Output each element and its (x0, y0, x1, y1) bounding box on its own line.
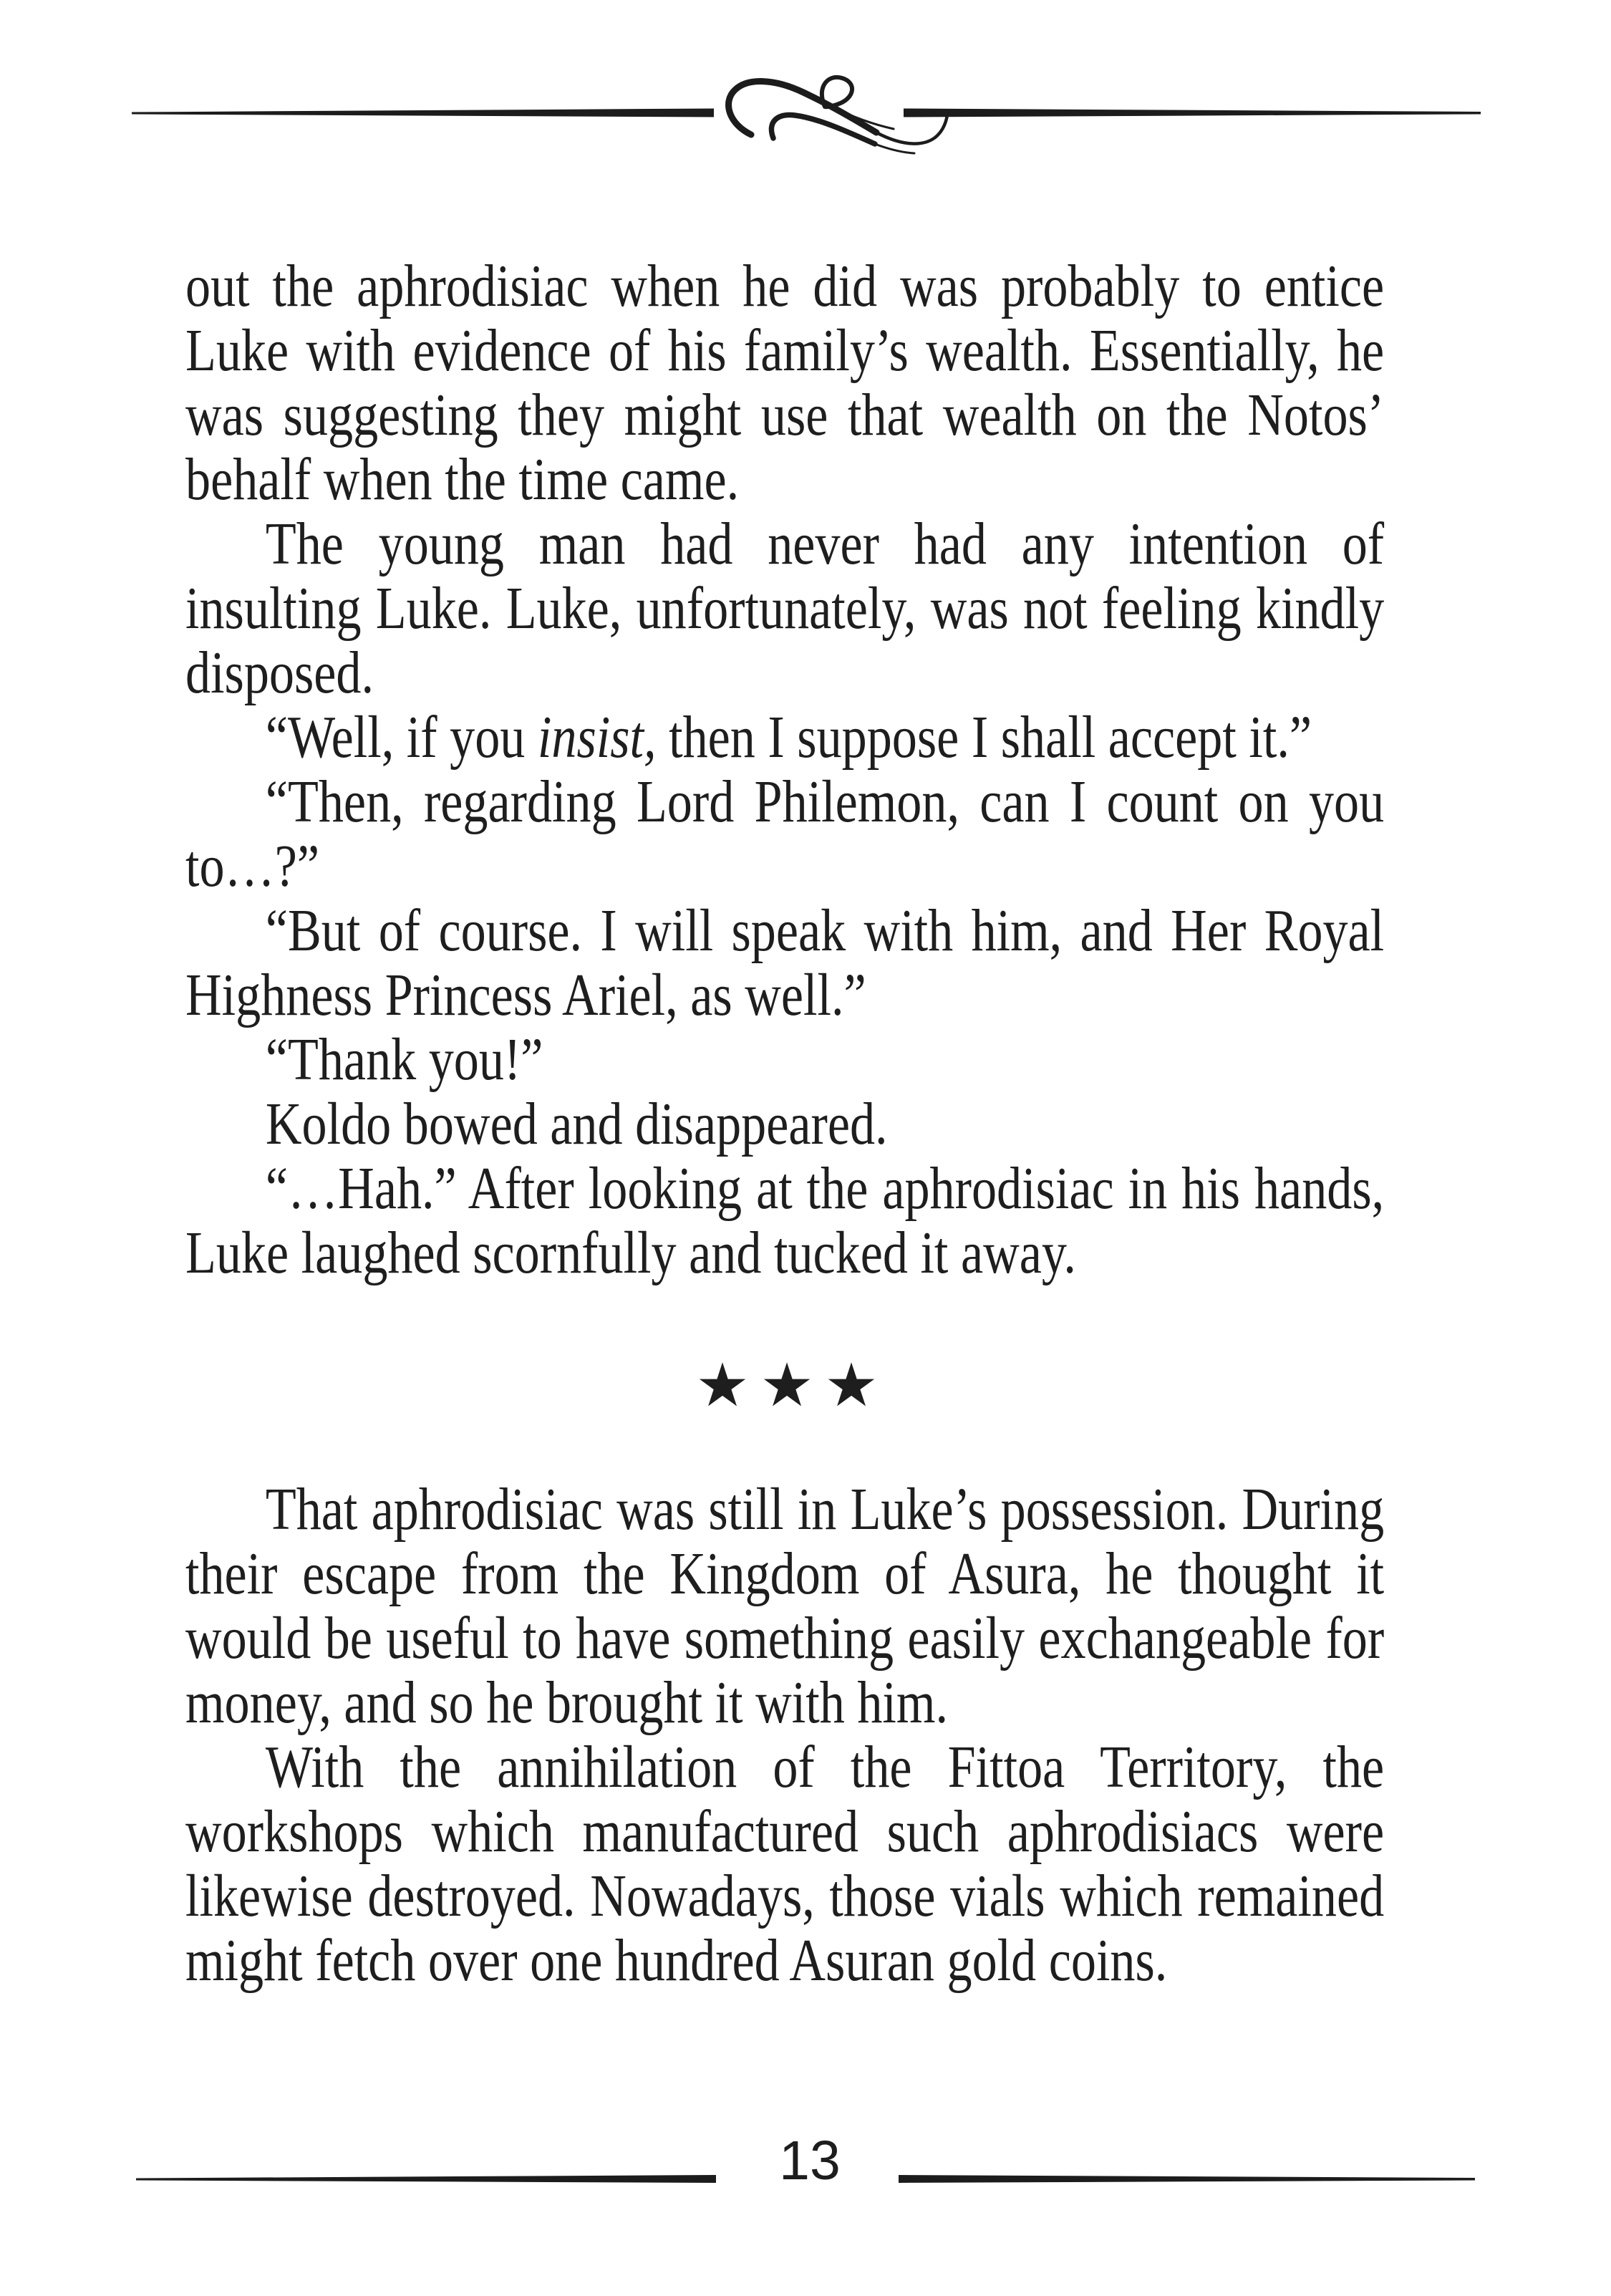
paragraph (185, 1735, 1384, 1993)
page-body (185, 254, 1384, 1993)
header-rule-left (132, 109, 714, 117)
paragraph (185, 1028, 1384, 1092)
text-run: then I suppose I shall accept it.” (656, 704, 1312, 771)
scene-break-stars: ★ ★ ★ (695, 1350, 874, 1420)
paragraph (185, 1092, 1384, 1157)
text-run: Koldo bowed and disappeared. (265, 1091, 888, 1157)
paragraph (185, 705, 1384, 770)
paragraph (185, 512, 1384, 705)
text-run: “Thank you!” (265, 1026, 543, 1093)
text-run: “Then, regarding Lord Philemon, can I count on you to…?” (185, 768, 1385, 899)
paragraph (185, 1477, 1384, 1735)
text-run: With the annihilation of the Fittoa Territory, the workshops which manufactured such aphrodisiacs were likewise destroyed. Nowadays, those vials which remained might fetch over one hundred Asuran gold coins. (185, 1734, 1385, 1994)
header-rule-right (904, 109, 1481, 117)
text-run: out the aphrodisiac when he did was probably to entice Luke with evidence of his family’s wealth. Essentially, he was suggesting they might use that wealth on the Notos’ behalf when the time came. (185, 253, 1385, 513)
text-run: The young man had never had any intention of insulting Luke. Luke, unfortunately, was not feeling kindly disposed. (185, 511, 1385, 706)
paragraph (185, 254, 1384, 512)
page-number: 13 (779, 2131, 841, 2191)
text-run: That aphrodisiac was still in Luke’s possession. During their escape from the Kingdom of Asura, he thought it would be useful to have something easily exchangeable for money, and so he brought it with him. (185, 1476, 1385, 1736)
text-run: “But of course. I will speak with him, and Her Royal Highness Princess Ariel, as well.” (185, 897, 1385, 1028)
paragraph (185, 770, 1384, 899)
flourish-lower-tip (875, 144, 914, 153)
page-footer (0, 2131, 1611, 2202)
paragraph (185, 1157, 1384, 1286)
footer-rule-left (136, 2175, 716, 2183)
text-run: “…Hah.” After looking at the aphrodisiac in his hands, Luke laughed scornfully and tucked it away. (185, 1155, 1385, 1286)
flourish-tail (876, 115, 947, 144)
text-run: “Well, if you (265, 704, 538, 771)
page-header (0, 0, 1611, 172)
paragraph (185, 899, 1384, 1028)
italic-text-run: insist, (537, 704, 657, 771)
footer-rule-right (899, 2175, 1475, 2183)
